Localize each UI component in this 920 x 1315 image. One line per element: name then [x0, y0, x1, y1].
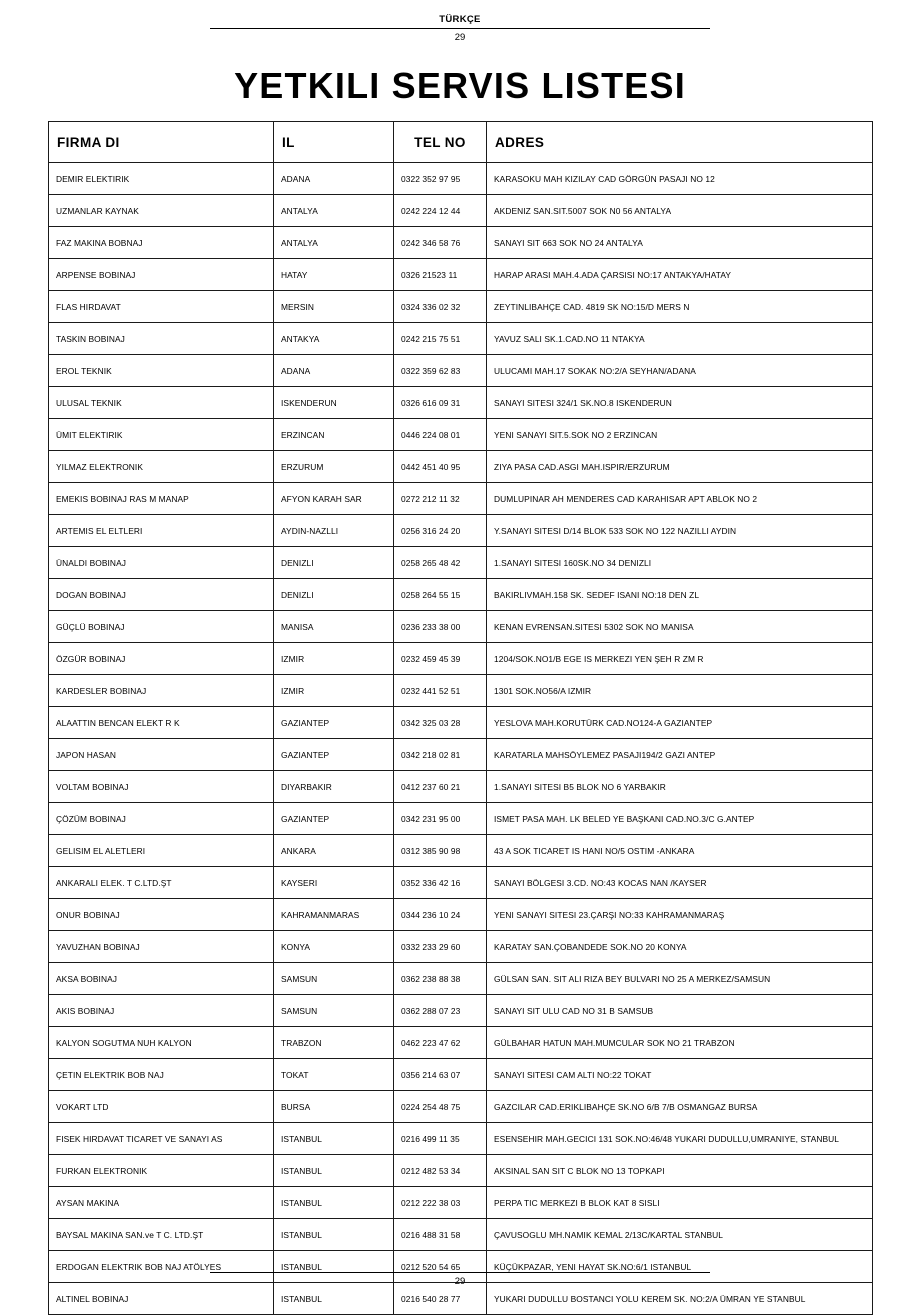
cell-firma: YAVUZHAN BOBINAJ: [49, 931, 274, 963]
column-header-il: IL: [274, 122, 394, 163]
table-row: [49, 451, 873, 483]
cell-tel: 0324 336 02 32: [394, 291, 487, 323]
cell-firma: DEMIR ELEKTIRIK: [49, 163, 274, 195]
cell-il: ISTANBUL: [274, 1251, 394, 1283]
cell-firma: ONUR BOBINAJ: [49, 899, 274, 931]
table-row: [49, 355, 873, 387]
column-header-tel: TEL NO: [394, 122, 487, 163]
table-row: [49, 675, 873, 707]
cell-firma: AKSA BOBINAJ: [49, 963, 274, 995]
cell-tel: 0326 21523 11: [394, 259, 487, 291]
cell-adres: KÜÇÜKPAZAR, YENI HAYAT SK.NO:6/1 ISTANBUL: [487, 1251, 873, 1283]
cell-firma: ÖZGÜR BOBINAJ: [49, 643, 274, 675]
table-row: [49, 1283, 873, 1315]
table-row: [49, 1155, 873, 1187]
cell-tel: 0344 236 10 24: [394, 899, 487, 931]
cell-tel: 0322 352 97 95: [394, 163, 487, 195]
cell-tel: 0236 233 38 00: [394, 611, 487, 643]
cell-adres: 1.SANAYI SITESI B5 BLOK NO 6 YARBAKIR: [487, 771, 873, 803]
cell-tel: 0216 540 28 77: [394, 1283, 487, 1315]
cell-il: ADANA: [274, 355, 394, 387]
cell-firma: DOGAN BOBINAJ: [49, 579, 274, 611]
table-row: [49, 835, 873, 867]
cell-il: MANISA: [274, 611, 394, 643]
cell-adres: YENI SANAYI SIT.5.SOK NO 2 ERZINCAN: [487, 419, 873, 451]
cell-tel: 0342 231 95 00: [394, 803, 487, 835]
cell-adres: SANAYI BÖLGESI 3.CD. NO:43 KOCAS NAN /KAYSER: [487, 867, 873, 899]
cell-firma: ÜNALDI BOBINAJ: [49, 547, 274, 579]
cell-tel: 0216 488 31 58: [394, 1219, 487, 1251]
cell-adres: AKSINAL SAN SIT C BLOK NO 13 TOPKAPI: [487, 1155, 873, 1187]
cell-firma: ULUSAL TEKNIK: [49, 387, 274, 419]
table-row: [49, 899, 873, 931]
cell-il: ISKENDERUN: [274, 387, 394, 419]
cell-tel: 0232 459 45 39: [394, 643, 487, 675]
cell-il: DENIZLI: [274, 547, 394, 579]
cell-adres: GÜLSAN SAN. SIT ALI RIZA BEY BULVARI NO 25 A MERKEZ/SAMSUN: [487, 963, 873, 995]
table-row: [49, 1091, 873, 1123]
table-row: [49, 803, 873, 835]
cell-il: ISTANBUL: [274, 1123, 394, 1155]
cell-il: GAZIANTEP: [274, 707, 394, 739]
cell-adres: KARASOKU MAH KIZILAY CAD GÖRGÜN PASAJI NO 12: [487, 163, 873, 195]
table-row: [49, 419, 873, 451]
table-row: [49, 1219, 873, 1251]
cell-firma: GÜÇLÜ BOBINAJ: [49, 611, 274, 643]
table-row: [49, 579, 873, 611]
cell-tel: 0442 451 40 95: [394, 451, 487, 483]
cell-tel: 0342 218 02 81: [394, 739, 487, 771]
table-row: [49, 1027, 873, 1059]
table-row: [49, 387, 873, 419]
cell-adres: 1301 SOK.NO56/A IZMIR: [487, 675, 873, 707]
cell-il: ANKARA: [274, 835, 394, 867]
cell-tel: 0242 215 75 51: [394, 323, 487, 355]
cell-adres: SANAYI SIT ULU CAD NO 31 B SAMSUB: [487, 995, 873, 1027]
cell-firma: VOKART LTD: [49, 1091, 274, 1123]
cell-il: ADANA: [274, 163, 394, 195]
table-row: [49, 547, 873, 579]
cell-tel: 0258 264 55 15: [394, 579, 487, 611]
cell-tel: 0242 224 12 44: [394, 195, 487, 227]
cell-il: TRABZON: [274, 1027, 394, 1059]
cell-tel: 0326 616 09 31: [394, 387, 487, 419]
cell-il: ISTANBUL: [274, 1187, 394, 1219]
cell-adres: SANAYI SIT 663 SOK NO 24 ANTALYA: [487, 227, 873, 259]
cell-tel: 0216 499 11 35: [394, 1123, 487, 1155]
cell-adres: ISMET PASA MAH. LK BELED YE BAŞKANI CAD.NO.3/C G.ANTEP: [487, 803, 873, 835]
cell-il: KONYA: [274, 931, 394, 963]
cell-adres: YENI SANAYI SITESI 23.ÇARŞI NO:33 KAHRAMANMARAŞ: [487, 899, 873, 931]
cell-firma: VOLTAM BOBINAJ: [49, 771, 274, 803]
cell-il: HATAY: [274, 259, 394, 291]
cell-adres: YESLOVA MAH.KORUTÜRK CAD.NO124-A GAZIANTEP: [487, 707, 873, 739]
cell-firma: FISEK HIRDAVAT TICARET VE SANAYI AS: [49, 1123, 274, 1155]
cell-tel: 0342 325 03 28: [394, 707, 487, 739]
cell-firma: EMEKIS BOBINAJ RAS M MANAP: [49, 483, 274, 515]
cell-tel: 0256 316 24 20: [394, 515, 487, 547]
cell-il: IZMIR: [274, 675, 394, 707]
cell-il: ISTANBUL: [274, 1219, 394, 1251]
cell-adres: 1204/SOK.NO1/B EGE IS MERKEZI YEN ŞEH R ZM R: [487, 643, 873, 675]
table-row: [49, 739, 873, 771]
cell-il: AYDIN-NAZLLI: [274, 515, 394, 547]
cell-tel: 0272 212 11 32: [394, 483, 487, 515]
cell-firma: FURKAN ELEKTRONIK: [49, 1155, 274, 1187]
cell-firma: JAPON HASAN: [49, 739, 274, 771]
cell-adres: 1.SANAYI SITESI 160SK.NO 34 DENIZLI: [487, 547, 873, 579]
cell-il: ANTAKYA: [274, 323, 394, 355]
cell-adres: ZIYA PASA CAD.ASGI MAH.ISPIR/ERZURUM: [487, 451, 873, 483]
cell-adres: SANAYI SITESI 324/1 SK.NO.8 ISKENDERUN: [487, 387, 873, 419]
cell-firma: ÇETIN ELEKTRIK BOB NAJ: [49, 1059, 274, 1091]
cell-firma: FLAS HIRDAVAT: [49, 291, 274, 323]
table-row: [49, 227, 873, 259]
cell-tel: 0412 237 60 21: [394, 771, 487, 803]
cell-adres: ULUCAMI MAH.17 SOKAK NO:2/A SEYHAN/ADANA: [487, 355, 873, 387]
cell-tel: 0356 214 63 07: [394, 1059, 487, 1091]
cell-il: ISTANBUL: [274, 1283, 394, 1315]
cell-firma: ALTINEL BOBINAJ: [49, 1283, 274, 1315]
table-row: [49, 867, 873, 899]
cell-firma: ÇÖZÜM BOBINAJ: [49, 803, 274, 835]
page-header: [0, 0, 920, 43]
cell-il: GAZIANTEP: [274, 803, 394, 835]
cell-il: ISTANBUL: [274, 1155, 394, 1187]
cell-firma: TASKIN BOBINAJ: [49, 323, 274, 355]
table-row: [49, 1059, 873, 1091]
cell-tel: 0212 520 54 65: [394, 1251, 487, 1283]
cell-tel: 0212 222 38 03: [394, 1187, 487, 1219]
table-header-row: [49, 122, 873, 163]
cell-adres: GÜLBAHAR HATUN MAH.MUMCULAR SOK NO 21 TRABZON: [487, 1027, 873, 1059]
cell-il: BURSA: [274, 1091, 394, 1123]
table-row: [49, 163, 873, 195]
footer-page-number: 29: [454, 1276, 466, 1287]
cell-firma: ARTEMIS EL ELTLERI: [49, 515, 274, 547]
cell-firma: ERDOGAN ELEKTRIK BOB NAJ ATÖLYES: [49, 1251, 274, 1283]
cell-il: ANTALYA: [274, 195, 394, 227]
cell-adres: SANAYI SITESI CAM ALTI NO:22 TOKAT: [487, 1059, 873, 1091]
cell-firma: ARPENSE BOBINAJ: [49, 259, 274, 291]
table-row: [49, 931, 873, 963]
cell-adres: ESENSEHIR MAH.GECICI 131 SOK.NO:46/48 YUKARI DUDULLU,UMRANIYE, STANBUL: [487, 1123, 873, 1155]
table-row: [49, 1187, 873, 1219]
cell-adres: YUKARI DUDULLU BOSTANCI YOLU KEREM SK. NO:2/A ÜMRAN YE STANBUL: [487, 1283, 873, 1315]
footer-divider: [210, 1272, 710, 1273]
cell-il: DENIZLI: [274, 579, 394, 611]
cell-tel: 0362 238 88 38: [394, 963, 487, 995]
table-row: [49, 259, 873, 291]
cell-firma: KARDESLER BOBINAJ: [49, 675, 274, 707]
language-label: TÜRKÇE: [439, 14, 481, 25]
page-footer: [0, 1272, 920, 1287]
table-row: [49, 643, 873, 675]
cell-firma: GELISIM EL ALETLERI: [49, 835, 274, 867]
cell-tel: 0332 233 29 60: [394, 931, 487, 963]
cell-tel: 0212 482 53 34: [394, 1155, 487, 1187]
cell-tel: 0312 385 90 98: [394, 835, 487, 867]
cell-adres: Y.SANAYI SITESI D/14 BLOK 533 SOK NO 122 NAZILLI AYDIN: [487, 515, 873, 547]
cell-firma: AKIS BOBINAJ: [49, 995, 274, 1027]
column-header-adres: ADRES: [487, 122, 873, 163]
cell-il: AFYON KARAH SAR: [274, 483, 394, 515]
cell-firma: ALAATTIN BENCAN ELEKT R K: [49, 707, 274, 739]
cell-adres: GAZCILAR CAD.ERIKLIBAHÇE SK.NO 6/B 7/B OSMANGAZ BURSA: [487, 1091, 873, 1123]
table-row: [49, 195, 873, 227]
service-list-table-wrapper: [48, 121, 872, 1315]
table-row: [49, 323, 873, 355]
authorized-service-table: [48, 121, 873, 1315]
cell-firma: AYSAN MAKINA: [49, 1187, 274, 1219]
cell-il: TOKAT: [274, 1059, 394, 1091]
cell-il: KAHRAMANMARAS: [274, 899, 394, 931]
cell-tel: 0258 265 48 42: [394, 547, 487, 579]
cell-il: IZMIR: [274, 643, 394, 675]
table-row: [49, 1123, 873, 1155]
cell-adres: DUMLUPINAR AH MENDERES CAD KARAHISAR APT ABLOK NO 2: [487, 483, 873, 515]
cell-firma: EROL TEKNIK: [49, 355, 274, 387]
table-row: [49, 515, 873, 547]
table-row: [49, 291, 873, 323]
cell-tel: 0242 346 58 76: [394, 227, 487, 259]
cell-adres: PERPA TIC MERKEZI B BLOK KAT 8 SISLI: [487, 1187, 873, 1219]
cell-il: SAMSUN: [274, 963, 394, 995]
cell-firma: ANKARALI ELEK. T C.LTD.ŞT: [49, 867, 274, 899]
header-divider: [210, 28, 710, 29]
cell-adres: KENAN EVRENSAN.SITESI 5302 SOK NO MANISA: [487, 611, 873, 643]
cell-il: ANTALYA: [274, 227, 394, 259]
cell-tel: 0362 288 07 23: [394, 995, 487, 1027]
table-row: [49, 611, 873, 643]
page-title: YETKILI SERVIS LISTESI: [234, 65, 686, 106]
column-header-firma: FIRMA DI: [49, 122, 274, 163]
cell-il: GAZIANTEP: [274, 739, 394, 771]
cell-firma: YILMAZ ELEKTRONIK: [49, 451, 274, 483]
table-row: [49, 995, 873, 1027]
cell-firma: KALYON SOGUTMA NUH KALYON: [49, 1027, 274, 1059]
cell-tel: 0322 359 62 83: [394, 355, 487, 387]
cell-adres: BAKIRLIVMAH.158 SK. SEDEF ISANI NO:18 DEN ZL: [487, 579, 873, 611]
cell-adres: 43 A SOK TICARET IS HANI NO/5 OSTIM -ANKARA: [487, 835, 873, 867]
cell-il: MERSIN: [274, 291, 394, 323]
cell-il: ERZINCAN: [274, 419, 394, 451]
table-row: [49, 771, 873, 803]
cell-il: DIYARBAKIR: [274, 771, 394, 803]
table-body: [49, 163, 873, 1315]
table-row: [49, 963, 873, 995]
cell-il: ERZURUM: [274, 451, 394, 483]
cell-firma: UZMANLAR KAYNAK: [49, 195, 274, 227]
cell-tel: 0446 224 08 01: [394, 419, 487, 451]
table-row: [49, 483, 873, 515]
cell-firma: FAZ MAKINA BOBNAJ: [49, 227, 274, 259]
cell-adres: KARATARLA MAHSÖYLEMEZ PASAJI194/2 GAZI ANTEP: [487, 739, 873, 771]
cell-adres: KARATAY SAN.ÇOBANDEDE SOK.NO 20 KONYA: [487, 931, 873, 963]
cell-tel: 0232 441 52 51: [394, 675, 487, 707]
cell-adres: YAVUZ SALI SK.1.CAD.NO 11 NTAKYA: [487, 323, 873, 355]
cell-tel: 0462 223 47 62: [394, 1027, 487, 1059]
table-row: [49, 707, 873, 739]
cell-firma: BAYSAL MAKINA SAN.ve T C. LTD.ŞT: [49, 1219, 274, 1251]
cell-firma: ÜMIT ELEKTIRIK: [49, 419, 274, 451]
cell-tel: 0352 336 42 16: [394, 867, 487, 899]
cell-adres: ÇAVUSOGLU MH.NAMIK KEMAL 2/13C/KARTAL STANBUL: [487, 1219, 873, 1251]
cell-il: KAYSERI: [274, 867, 394, 899]
header-page-number: 29: [454, 32, 466, 43]
cell-adres: HARAP ARASI MAH.4.ADA ÇARSISI NO:17 ANTAKYA/HATAY: [487, 259, 873, 291]
cell-tel: 0224 254 48 75: [394, 1091, 487, 1123]
cell-adres: AKDENIZ SAN.SIT.5007 SOK N0 56 ANTALYA: [487, 195, 873, 227]
cell-adres: ZEYTINLIBAHÇE CAD. 4819 SK NO:15/D MERS N: [487, 291, 873, 323]
cell-il: SAMSUN: [274, 995, 394, 1027]
